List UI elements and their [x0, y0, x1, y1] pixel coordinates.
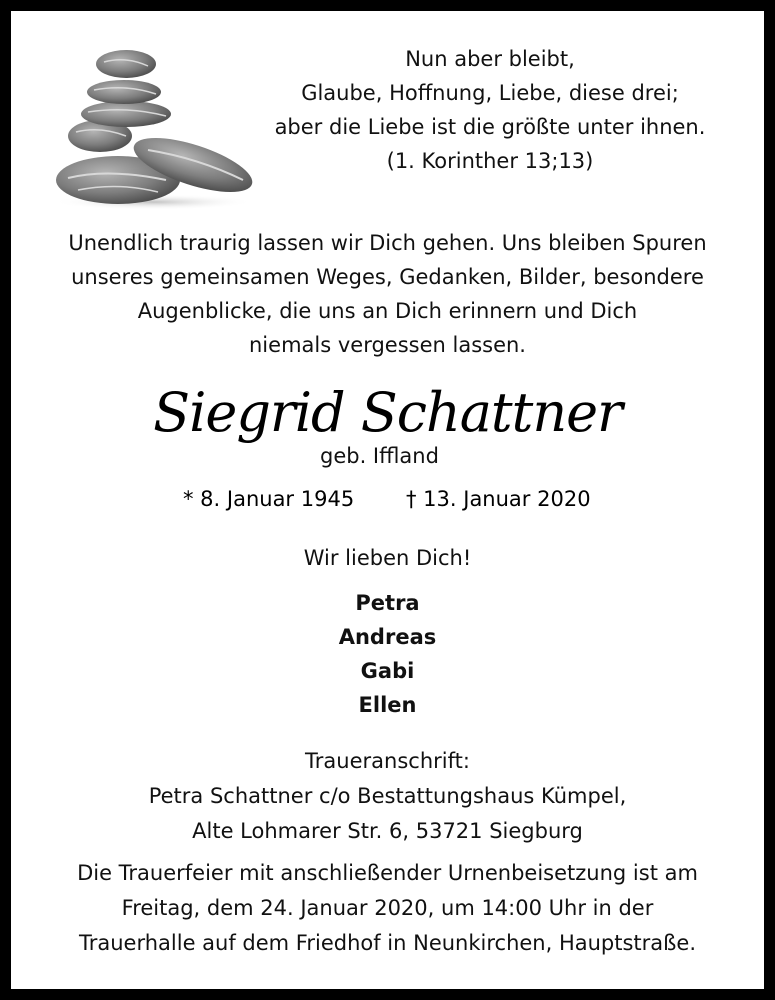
verse-reference: (1. Korinther 13;13): [386, 149, 594, 173]
intro-line: unseres gemeinsamen Weges, Gedanken, Bilder, besondere: [71, 265, 704, 289]
maiden-name: geb. Iffland: [320, 444, 439, 468]
verse-line: Nun aber bleibt,: [405, 47, 575, 71]
bible-verse: [250, 42, 730, 178]
farewell-message: Wir lieben Dich!: [303, 546, 472, 570]
intro-line: Unendlich traurig lassen wir Dich gehen. Uns bleiben Spuren: [68, 231, 707, 255]
ceremony-line: Trauerhalle auf dem Friedhof in Neunkirchen, Hauptstraße.: [78, 931, 696, 955]
address-heading: Traueranschrift:: [305, 749, 470, 773]
mourner-name: Ellen: [358, 693, 417, 717]
mourner-name: Andreas: [338, 625, 437, 649]
address-line: Petra Schattner c/o Bestattungshaus Kümpel,: [148, 784, 627, 808]
birth-date: * 8. Januar 1945: [183, 487, 355, 511]
intro-line: niemals vergessen lassen.: [249, 333, 526, 357]
mourner-name: Petra: [355, 591, 420, 615]
death-date: † 13. Januar 2020: [406, 487, 591, 511]
ceremony-line: Die Trauerfeier mit anschließender Urnenbeisetzung ist am: [77, 861, 698, 885]
stacked-stones-icon: [48, 40, 258, 212]
mourner-name: Gabi: [360, 659, 415, 683]
verse-line: aber die Liebe ist die größte unter ihnen.: [274, 115, 706, 139]
intro-line: Augenblicke, die uns an Dich erinnern und Dich: [137, 299, 638, 323]
address-line: Alte Lohmarer Str. 6, 53721 Siegburg: [192, 819, 583, 843]
ceremony-line: Freitag, dem 24. Januar 2020, um 14:00 Uhr in der: [121, 896, 654, 920]
deceased-name: Siegrid Schattner: [153, 381, 622, 444]
verse-line: Glaube, Hoffnung, Liebe, diese drei;: [301, 81, 679, 105]
